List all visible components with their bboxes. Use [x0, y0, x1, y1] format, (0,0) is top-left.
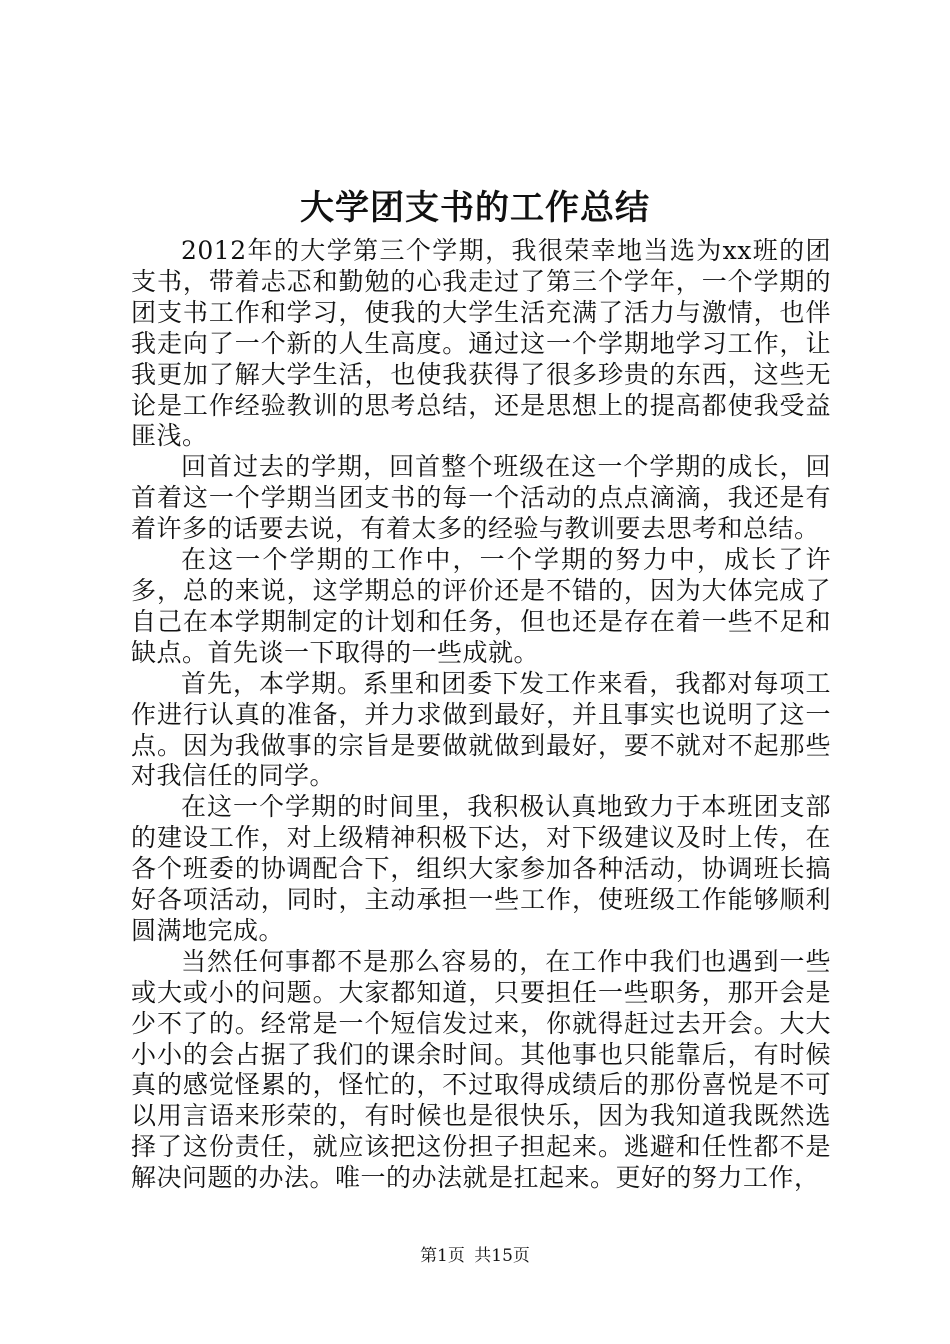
page-footer — [0, 1244, 950, 1268]
paragraph-5: 在这一个学期的时间里，我积极认真地致力于本班团支部的建设工作，对上级精神积极下达，对下级建议及时上传，在各个班委的协调配合下，组织大家参加各种活动，协调班长搞好各项活动，同时，主动承担一些工作，使班级工作能够顺利圆满地完成。 — [131, 792, 831, 945]
page-number: 第1页 — [420, 1246, 465, 1266]
paragraph-1: 2012年的大学第三个学期，我很荣幸地当选为xx班的团支书，带着忐忑和勤勉的心我走过了第三个学年，一个学期的团支书工作和学习，使我的大学生活充满了活力与激情，也伴我走向了一个新的人生高度。通过这一个学期地学习工作，让我更加了解大学生活，也使我获得了很多珍贵的东西，这些无论是工作经验教训的思考总结，还是思想上的提高都使我受益匪浅。 — [131, 236, 831, 451]
paragraph-2: 回首过去的学期，回首整个班级在这一个学期的成长，回首着这一个学期当团支书的每一个活动的点点滴滴，我还是有着许多的话要去说，有着太多的经验与教训要去思考和总结。 — [131, 452, 831, 544]
document-body — [131, 236, 831, 1194]
paragraph-6: 当然任何事都不是那么容易的，在工作中我们也遇到一些或大或小的问题。大家都知道，只要担任一些职务，那开会是少不了的。经常是一个短信发过来，你就得赶过去开会。大大小小的会占据了我们的课余时间。其他事也只能靠后，有时候真的感觉怪累的，怪忙的，不过取得成绩后的那份喜悦是不可以用言语来形荣的，有时候也是很快乐，因为我知道我既然选择了这份责任，就应该把这份担子担起来。逃避和任性都不是解决问题的办法。唯一的办法就是扛起来。更好的努力工作， — [131, 946, 831, 1193]
paragraph-3: 在这一个学期的工作中，一个学期的努力中，成长了许多，总的来说，这学期总的评价还是不错的，因为大体完成了自己在本学期制定的计划和任务，但也还是存在着一些不足和缺点。首先谈一下取得的一些成就。 — [131, 545, 831, 667]
page-total: 共15页 — [474, 1246, 530, 1266]
paragraph-4: 首先，本学期。系里和团委下发工作来看，我都对每项工作进行认真的准备，并力求做到最好，并且事实也说明了这一点。因为我做事的宗旨是要做就做到最好，要不就对不起那些对我信任的同学。 — [131, 668, 831, 791]
page-title: 大学团支书的工作总结 — [300, 188, 650, 228]
